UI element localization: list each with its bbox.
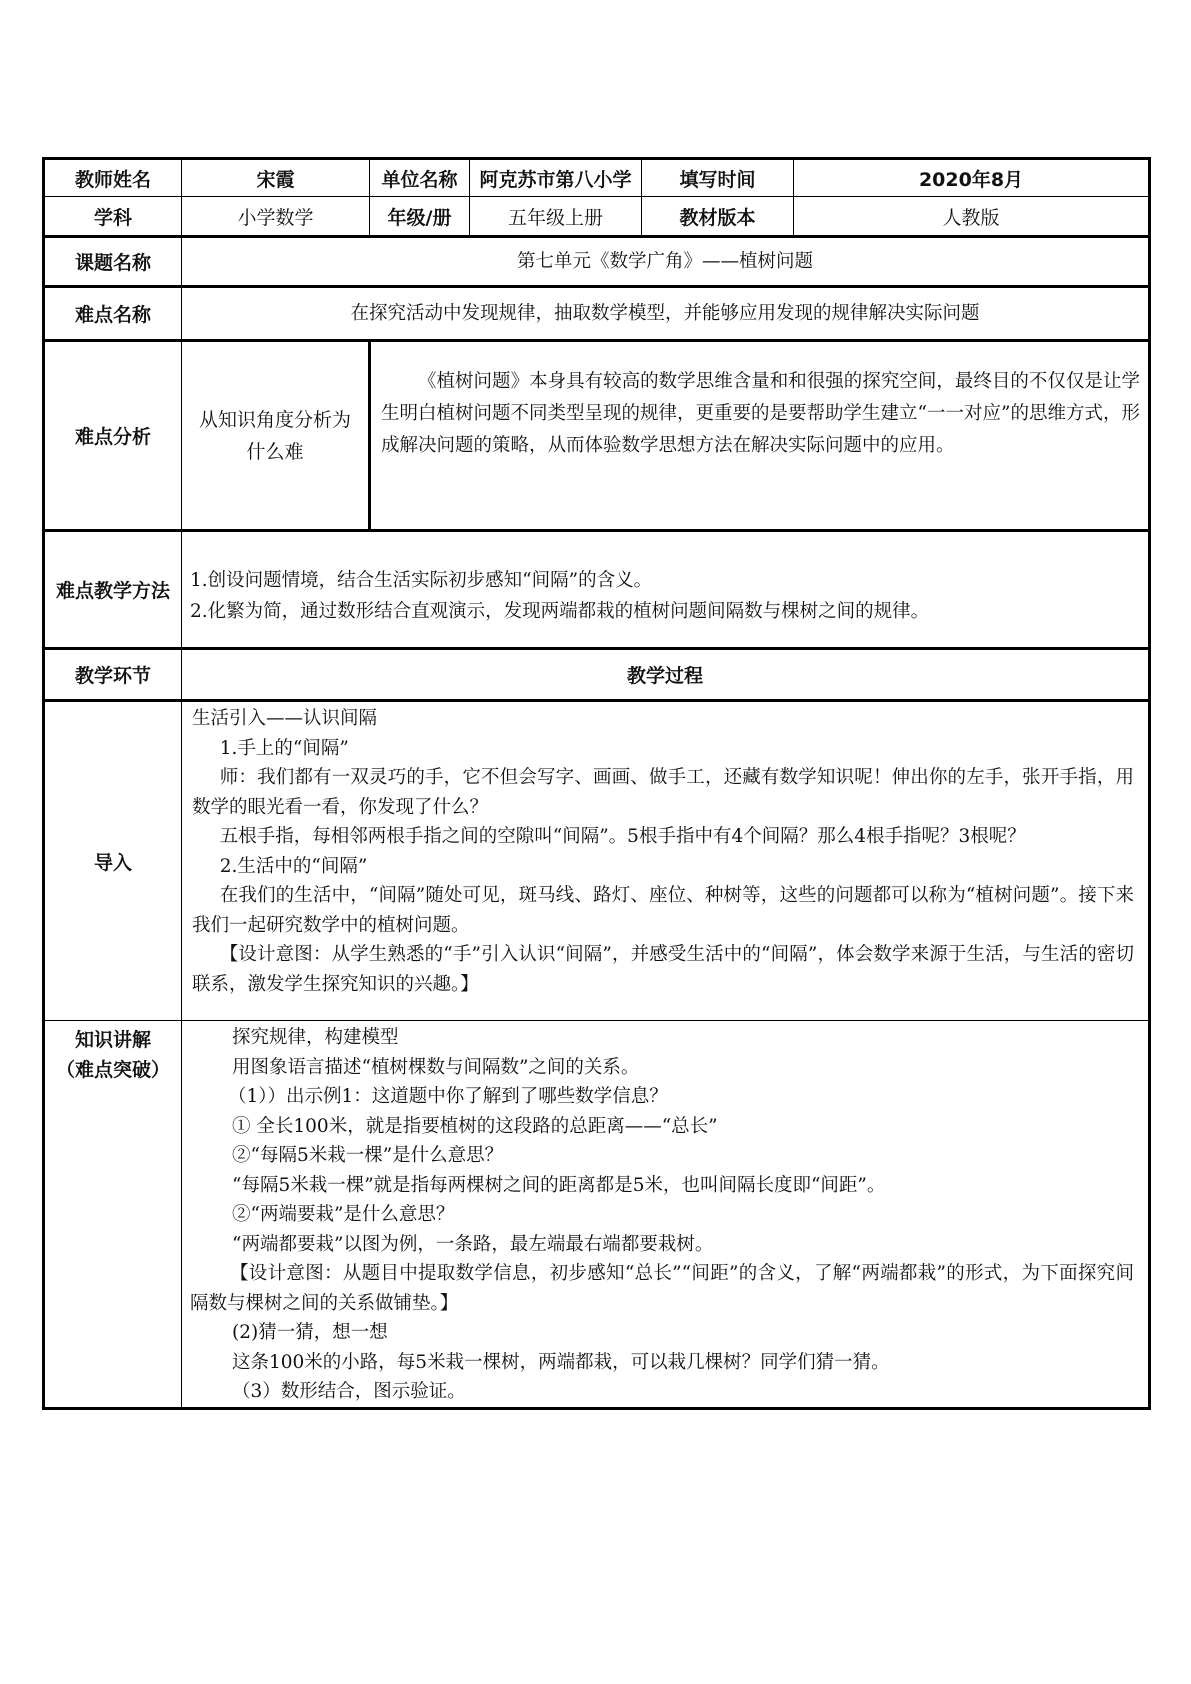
edition-value: 人教版 — [794, 197, 1150, 237]
topic-label: 课题名称 — [44, 237, 182, 287]
knowledge-line: ① 全长100米，就是指要植树的这段路的总距离——“总长” — [232, 1115, 718, 1137]
intro-content — [182, 701, 1150, 1021]
method-content — [182, 531, 1150, 649]
process-header: 教学过程 — [182, 649, 1150, 701]
method-label: 难点教学方法 — [44, 531, 182, 649]
knowledge-line: 【设计意图：从题目中提取数学信息，初步感知“总长”“间距”的含义，了解“两端都栽”的形式，为下面探究间隔数与棵树之间的关系做铺垫。】 — [190, 1263, 1134, 1314]
knowledge-line: 探究规律，构建模型 — [232, 1027, 399, 1048]
analysis-text: 《植树问题》本身具有较高的数学思维含量和和很强的探究空间，最终目的不仅仅是让学生明白植树问题不同类型呈现的规律，更重要的是要帮助学生建立“一一对应”的思维方式，形成解决问题的策略，从而体验数学思想方法在解决实际问题中的应用。 — [381, 371, 1140, 456]
subject-value: 小学数学 — [182, 197, 370, 237]
edition-label: 教材版本 — [642, 197, 794, 237]
intro-line: 在我们的生活中，“间隔”随处可见，斑马线、路灯、座位、种树等，这些的问题都可以称为“植树问题”。接下来我们一起研究数学中的植树问题。 — [192, 885, 1134, 936]
knowledge-line: (2)猜一猜，想一想 — [232, 1322, 388, 1343]
unit-label: 单位名称 — [370, 159, 470, 197]
analysis-label: 难点分析 — [44, 341, 182, 531]
knowledge-content — [182, 1021, 1150, 1409]
knowledge-line: （3）数形结合，图示验证。 — [232, 1381, 466, 1402]
difficulty-value: 在探究活动中发现规律，抽取数学模型，并能够应用发现的规律解决实际问题 — [182, 287, 1150, 341]
knowledge-line: ②“两端要栽”是什么意思？ — [232, 1204, 455, 1225]
knowledge-line: “每隔5米栽一棵”就是指每两棵树之间的距离都是5米，也叫间隔长度即“间距”。 — [232, 1174, 886, 1196]
knowledge-line: “两端都要栽”以图为例，一条路，最左端最右端都要栽树。 — [232, 1233, 714, 1255]
knowledge-label-line1: 知识讲解 — [74, 1029, 151, 1051]
time-value: 2020年8月 — [794, 159, 1150, 197]
intro-line: 2.生活中的“间隔” — [219, 855, 368, 877]
method-line: 2.化繁为简，通过数形结合直观演示，发现两端都栽的植树问题间隔数与棵树之间的规律。 — [190, 600, 930, 622]
lesson-plan-table — [42, 157, 1151, 1410]
grade-label: 年级/册 — [370, 197, 470, 237]
subject-label: 学科 — [44, 197, 182, 237]
intro-line: 五根手指，每相邻两根手指之间的空隙叫“间隔”。5根手指中有4个间隔？那么4根手指呢？3根呢？ — [219, 826, 1026, 847]
intro-line: 1.手上的“间隔” — [219, 737, 349, 759]
knowledge-line: 这条100米的小路，每5米栽一棵树，两端都栽，可以栽几棵树？同学们猜一猜。 — [232, 1351, 890, 1373]
knowledge-line: （1））出示例1：这道题中你了解到了哪些数学信息？ — [228, 1086, 668, 1107]
teacher-value: 宋霞 — [182, 159, 370, 197]
difficulty-label: 难点名称 — [44, 287, 182, 341]
intro-line: 生活引入——认识间隔 — [192, 708, 378, 729]
topic-value: 第七单元《数学广角》——植树问题 — [182, 237, 1150, 287]
analysis-sub-label: 从知识角度分析为什么难 — [182, 341, 370, 531]
intro-line: 师：我们都有一双灵巧的手，它不但会写字、画画、做手工，还藏有数学知识呢！伸出你的左手，张开手指，用数学的眼光看一看，你发现了什么？ — [192, 767, 1134, 818]
knowledge-line: ②“每隔5米栽一棵”是什么意思？ — [232, 1145, 504, 1166]
knowledge-label — [44, 1021, 182, 1409]
unit-value: 阿克苏市第八小学 — [470, 159, 642, 197]
stage-header: 教学环节 — [44, 649, 182, 701]
grade-value: 五年级上册 — [470, 197, 642, 237]
time-label: 填写时间 — [642, 159, 794, 197]
knowledge-line: 用图象语言描述“植树棵数与间隔数”之间的关系。 — [232, 1056, 640, 1078]
teacher-label: 教师姓名 — [44, 159, 182, 197]
knowledge-label-line2: （难点突破） — [55, 1059, 170, 1081]
intro-label: 导入 — [44, 701, 182, 1021]
method-line: 1.创设问题情境，结合生活实际初步感知“间隔”的含义。 — [190, 569, 653, 591]
intro-line: 【设计意图：从学生熟悉的“手”引入认识“间隔”，并感受生活中的“间隔”，体会数学来源于生活，与生活的密切联系，激发学生探究知识的兴趣。】 — [192, 944, 1134, 995]
